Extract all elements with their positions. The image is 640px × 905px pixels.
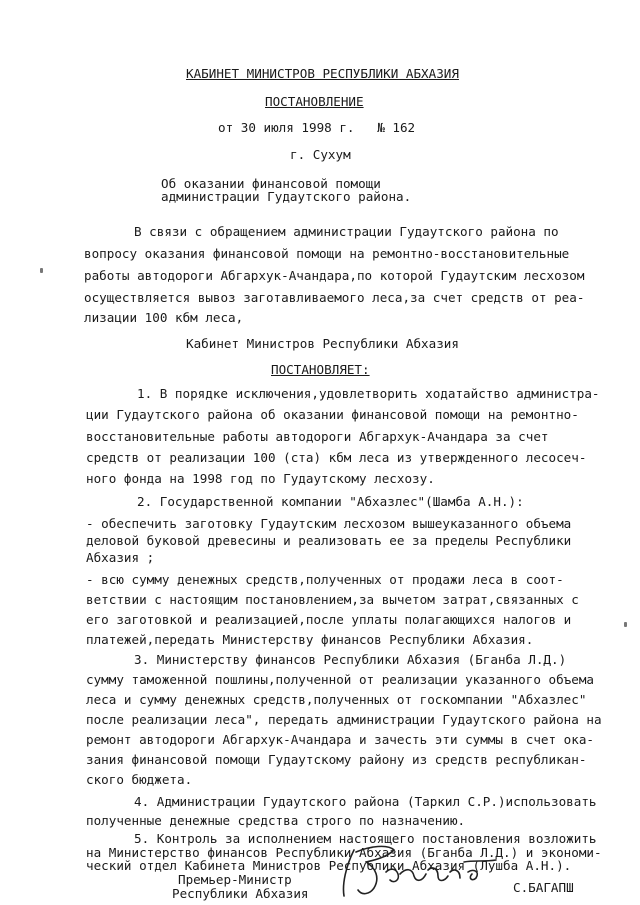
preamble-line-2: вопросу оказания финансовой помощи на ремонтно-восстановительные — [84, 246, 570, 261]
body-line: - всю сумму денежных средств,полученных от продажи леса в соот- — [86, 572, 564, 587]
body-line: 2. Государственной компании "Абхазлес"(Шамба А.Н.): — [137, 494, 524, 509]
body-line: после реализации леса", передать администрации Гудаутского района на — [86, 712, 602, 727]
signatory-position-line-2: Республики Абхазия — [172, 886, 309, 901]
body-line: Абхазия ; — [86, 550, 155, 565]
body-line: ремонт автодороги Абгархук-Ачандара и зачесть эти суммы в счет ока- — [86, 732, 594, 747]
body-line: ветствии с настоящим постановлением,за вычетом затрат,связанных с — [86, 592, 579, 607]
body-line: 1. В порядке исключения,удовлетворить ходатайство администра- — [137, 386, 600, 401]
subject-line-2: администрации Гудаутского района. — [161, 189, 412, 204]
signatory-name: С.БАГАПШ — [513, 880, 574, 895]
scan-mark — [624, 622, 627, 627]
date-and-number: от 30 июля 1998 г. № 162 — [218, 120, 416, 135]
body-line: на Министерство финансов Республики Абхазия (Бганба Л.Д.) и экономи- — [86, 845, 602, 860]
preamble-line-4: осуществляется вывоз заготавливаемого леса,за счет средств от реа- — [84, 290, 585, 305]
body-line: сумму таможенной пошлины,полученной от реализации указанного объема — [86, 672, 594, 687]
body-line: деловой буковой древесины и реализовать ее за пределы Республики — [86, 533, 572, 548]
body-line: ческий отдел Кабинета Министров Республики Абхазия (Лушба А.Н.). — [86, 858, 572, 873]
body-line: 3. Министерству финансов Республики Абхазия (Бганба Л.Д.) — [134, 652, 567, 667]
resolves-heading: ПОСТАНОВЛЯЕТ: — [271, 362, 370, 377]
body-line: 5. Контроль за исполнением настоящего постановления возложить — [134, 831, 597, 846]
preamble-line-1: В связи с обращением администрации Гудаутского района по — [134, 224, 559, 239]
body-line: его заготовкой и реализацией,после уплаты полагающихся налогов и — [86, 612, 572, 627]
handwritten-signature — [336, 838, 506, 900]
city: г. Сухум — [290, 147, 351, 162]
body-line: ного фонда на 1998 год по Гудаутскому лесхозу. — [86, 471, 435, 486]
body-line: полученные денежные средства строго по назначению. — [86, 813, 466, 828]
preamble-line-5: лизации 100 кбм леса, — [84, 310, 244, 325]
preamble-line-3: работы автодороги Абгархук-Ачандара,по которой Гудаутским лесхозом — [84, 268, 585, 283]
subject-line-1: Об оказании финансовой помощи — [161, 176, 381, 191]
body-line: 4. Администрации Гудаутского района (Таркил С.Р.)использовать — [134, 794, 597, 809]
body-line: средств от реализации 100 (ста) кбм леса из утвержденного лесосеч- — [86, 450, 587, 465]
cabinet-heading: КАБИНЕТ МИНИСТРОВ РЕСПУБЛИКИ АБХАЗИЯ — [186, 66, 459, 81]
body-line: платежей,передать Министерству финансов Республики Абхазия. — [86, 632, 534, 647]
body-line: ции Гудаутского района об оказании финансовой помощи на ремонтно- — [86, 407, 579, 422]
body-line: леса и сумму денежных средств,полученных от госкомпании "Абхазлес" — [86, 692, 587, 707]
body-line: зания финансовой помощи Гудаутскому району из средств республикан- — [86, 752, 587, 767]
document-type: ПОСТАНОВЛЕНИЕ — [265, 94, 364, 109]
scan-mark — [40, 268, 43, 273]
signatory-position-line-1: Премьер-Министр — [178, 872, 292, 887]
body-line: ского бюджета. — [86, 772, 193, 787]
body-line: - обеспечить заготовку Гудаутским лесхозом вышеуказанного объема — [86, 516, 572, 531]
issuer: Кабинет Министров Республики Абхазия — [186, 336, 459, 351]
body-line: восстановительные работы автодороги Абгархук-Ачандара за счет — [86, 429, 549, 444]
